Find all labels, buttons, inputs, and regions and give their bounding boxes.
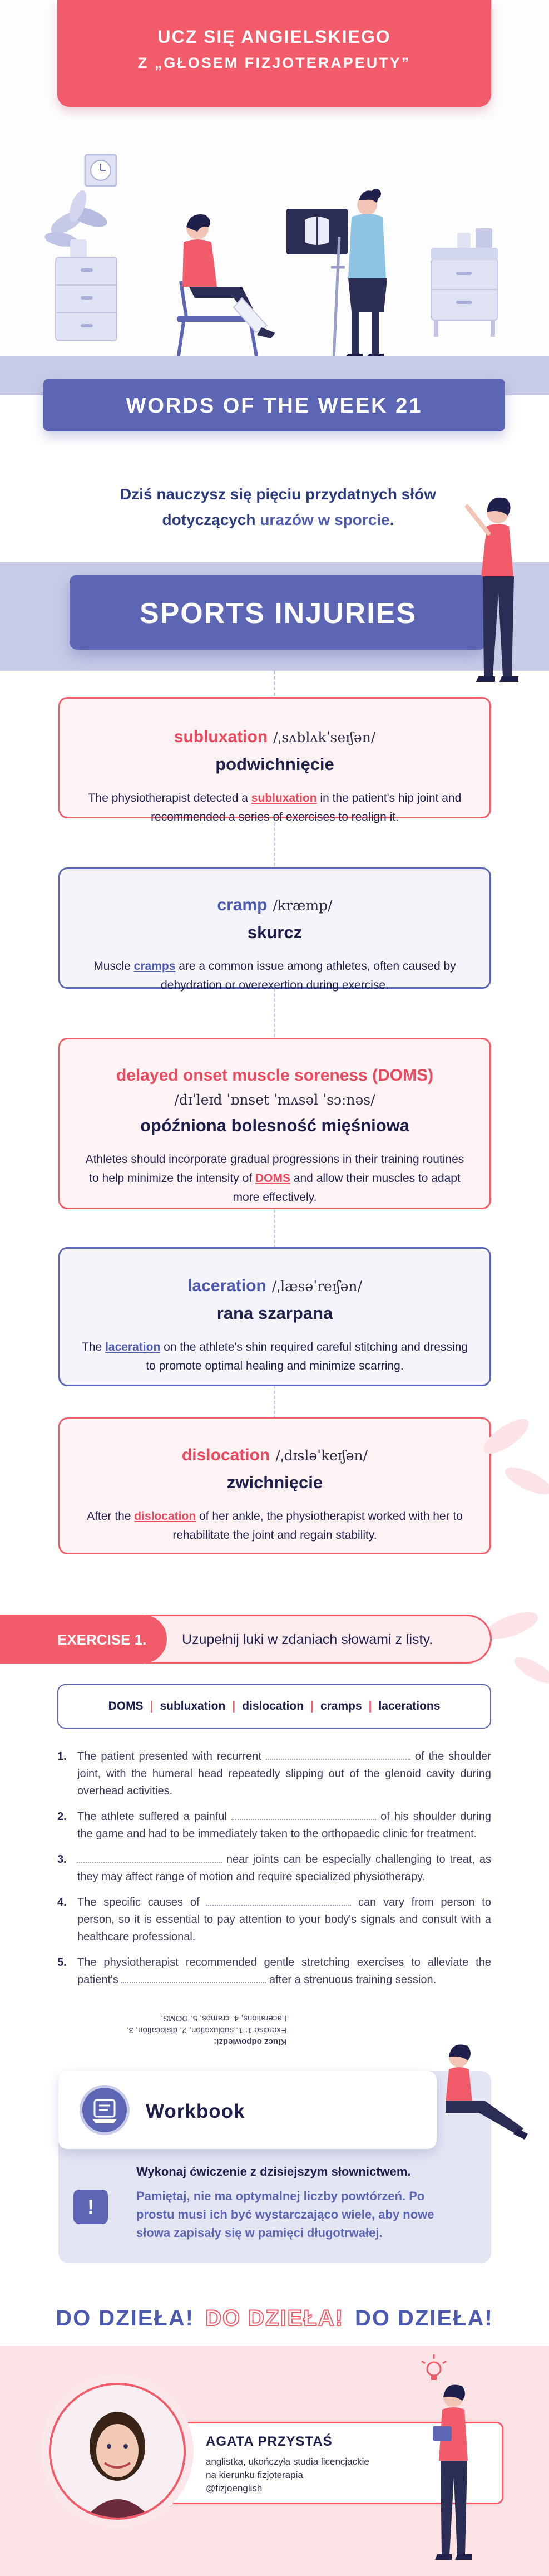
workbook-instruction: Wykonaj ćwiczenie z dzisiejszym słownictwem.: [136, 2165, 411, 2178]
intro-highlight: urazów w sporcie: [260, 511, 390, 528]
plant-icon: [43, 188, 109, 257]
sentence-number: 5.: [57, 1956, 67, 1969]
answer-blank[interactable]: [206, 1896, 351, 1906]
sentence-number: 1.: [57, 1750, 67, 1763]
example-before: The: [82, 1341, 106, 1353]
example-after: of her ankle, the physiotherapist worked with her to rehabilitate the joint and regain stability.: [172, 1510, 463, 1542]
right-cabinet: [431, 228, 498, 337]
author-line-2: na kierunku fizjoterapia: [206, 2470, 303, 2480]
exercise-sentence: [57, 1808, 491, 1843]
answer-blank[interactable]: [77, 1853, 222, 1863]
word-card-subluxation: [58, 697, 491, 823]
sentence-after: can vary from person to person, so it is essential to pay attention to your body's signals and consult with a healthcare professional.: [77, 1896, 491, 1943]
exercise-tag: [0, 1615, 167, 1664]
word-translation: podwichnięcie: [215, 754, 334, 774]
week-banner: [43, 379, 505, 431]
word-translation: skurcz: [247, 923, 303, 942]
word-heading: [60, 728, 489, 747]
sentence-after: near joints can be especially challenging to treat, as they may affect range of motion and require specialized physiotherapy.: [77, 1853, 491, 1883]
workbook-title: Workbook: [146, 2101, 245, 2122]
cta-part-1: DO DZIEŁA!: [56, 2306, 195, 2330]
word-term: subluxation: [174, 728, 268, 746]
week-banner-text: WORDS OF THE WEEK 21: [126, 394, 423, 418]
sentence-before: The patient presented with recurrent: [77, 1750, 266, 1763]
example-after: and allow their muscles to adapt more effectively.: [233, 1172, 461, 1204]
word-heading: [60, 1277, 489, 1296]
sentence-before: The specific causes of: [77, 1896, 207, 1908]
word-translation: zwichnięcie: [226, 1473, 323, 1492]
word-ipa: /ˌdɪsləˈkeɪʃən/: [275, 1448, 368, 1464]
workbook-icon: [80, 2085, 130, 2135]
example-term: subluxation: [251, 792, 317, 804]
title-line-1: UCZ SIĘ ANGIELSKIEGO: [157, 27, 391, 47]
section-title-bar: [70, 575, 487, 650]
exercise-tag-label: EXERCISE 1.: [57, 1631, 147, 1648]
cta-part-2: DO DZIEŁA!: [205, 2306, 344, 2330]
word-card-cramp: [58, 867, 491, 992]
word-bank-separator: |: [368, 1700, 372, 1713]
wall-clock-icon: [85, 155, 116, 186]
answer-blank[interactable]: [121, 1973, 266, 1983]
word-heading: [60, 1446, 489, 1465]
reading-woman-illustration: [423, 2377, 484, 2567]
word-term: delayed onset muscle soreness (DOMS): [116, 1066, 434, 1085]
decorative-leaves: [473, 1392, 549, 1704]
word-bank: [57, 1684, 491, 1729]
sentence-number: 3.: [57, 1853, 67, 1866]
word-example: [80, 1507, 469, 1545]
cta-part-3: DO DZIEŁA!: [354, 2306, 493, 2330]
exercise-sentence: [57, 1894, 491, 1946]
word-translation: opóźniona bolesność mięśniowa: [140, 1116, 409, 1135]
exercise-sentences: [57, 1748, 491, 1997]
example-term: cramps: [133, 960, 176, 973]
example-after: on the athlete's shin required careful stitching and dressing to promote optimal healing and minimize scarring.: [146, 1341, 468, 1372]
word-term: dislocation: [181, 1446, 270, 1464]
left-cabinet: [56, 257, 117, 341]
word-translation: rana szarpana: [216, 1303, 333, 1323]
exercise-sentence: [57, 1954, 491, 1989]
sentence-number: 4.: [57, 1896, 67, 1908]
exercise-sentence: [57, 1748, 491, 1800]
intro-line-2: [83, 507, 473, 533]
answer-blank[interactable]: [231, 1810, 376, 1820]
call-to-action: [0, 2306, 549, 2331]
intro-line-2-suffix: .: [389, 511, 394, 528]
word-example: [80, 957, 469, 995]
exercise-sentence: [57, 1851, 491, 1886]
word-term: laceration: [187, 1277, 266, 1295]
author-line-1: anglistka, ukończyła studia licencjackie: [206, 2456, 369, 2467]
author-name: AGATA PRZYSTAŚ: [206, 2434, 333, 2449]
answer-key-title: Klucz odpowiedzi:: [214, 2037, 286, 2047]
patient-figure: [177, 214, 275, 359]
title-card: [57, 0, 491, 107]
intro-text: [83, 482, 473, 533]
title-line-2: Z „GŁOSEM FIZJOTERAPEUTY”: [137, 55, 411, 71]
word-bank-separator: |: [150, 1700, 154, 1713]
intro-line-1: Dziś nauczysz się pięciu przydatnych słów: [120, 485, 436, 503]
teacher-figure-illustration: [456, 490, 540, 690]
word-ipa: /ˌsʌblʌkˈseɪʃən/: [273, 729, 376, 745]
connector-dash: [274, 671, 275, 696]
section-title: SPORTS INJURIES: [139, 597, 417, 630]
answer-blank[interactable]: [266, 1750, 410, 1760]
example-after: in the patient's hip joint and recommended a series of exercises to realign it.: [151, 792, 462, 823]
word-card-doms: [58, 1038, 491, 1209]
sentence-before: The physiotherapist recommended gentle stretching exercises to alleviate the patient's: [77, 1956, 491, 1986]
word-ipa: /kræmp/: [273, 897, 333, 914]
word-term: cramp: [217, 896, 268, 914]
example-term: dislocation: [134, 1510, 196, 1523]
word-bank-separator: |: [232, 1700, 236, 1713]
author-handle[interactable]: @fizjoenglish: [206, 2483, 263, 2494]
word-ipa: /dɪˈleɪd ˈɒnset ˈmʌsəl ˈsɔːnəs/: [174, 1092, 375, 1108]
sentence-number: 2.: [57, 1810, 67, 1823]
sentence-after: after a strenuous training session.: [266, 1974, 437, 1986]
word-bank-item: dislocation: [242, 1700, 304, 1713]
example-before: The physiotherapist detected a: [88, 792, 251, 804]
word-bank-item: cramps: [320, 1700, 362, 1713]
word-bank-item: DOMS: [108, 1700, 144, 1713]
sentence-after: of his shoulder during the game and had to be immediately taken to the orthopaedic clinic for treatment.: [77, 1810, 491, 1840]
word-bank-item: lacerations: [378, 1700, 441, 1713]
answer-key-text: Exercise 1: 1. subluxation, 2. dislocation, 3. Lacerations, 4. cramps, 5. DOMS.: [126, 2014, 286, 2035]
sentence-text: [77, 1954, 491, 1989]
word-bank-separator: |: [310, 1700, 314, 1713]
example-after: are a common issue among athletes, often caused by dehydration or overexertion during exercise.: [161, 960, 456, 992]
physio-room-illustration: [0, 139, 549, 373]
exclamation-icon: !: [73, 2190, 108, 2224]
example-before: Muscle: [93, 960, 134, 973]
example-before: Athletes should incorporate gradual progressions in their training routines to help minimize the intensity of: [85, 1153, 464, 1185]
word-example: [80, 1150, 469, 1207]
word-bank-item: subluxation: [160, 1700, 226, 1713]
sentence-before: The athlete suffered a painful: [77, 1810, 232, 1823]
sentence-text: [77, 1808, 491, 1843]
author-description: [206, 2455, 417, 2495]
workbook-note: Pamiętaj, nie ma optymalnej liczby powtórzeń. Po prostu musi ich być wystarczająco wiele, aby nowe słowa zapisały się w pamięci długotrwałej.: [136, 2189, 434, 2240]
example-term: DOMS: [255, 1172, 290, 1185]
word-card-dislocation: [58, 1417, 491, 1554]
sentence-after: of the shoulder joint, with the humeral head repeatedly slipping out of the glenoid cavity during overhead activities.: [77, 1750, 491, 1797]
word-ipa: /ˌlæsəˈreɪʃən/: [271, 1278, 362, 1294]
sentence-text: [77, 1894, 491, 1946]
exercise-instruction-box: [146, 1615, 492, 1664]
author-avatar: [49, 2383, 186, 2520]
word-card-laceration: [58, 1247, 491, 1386]
word-ipa-row: [60, 1092, 489, 1108]
sitting-woman-illustration: [420, 2035, 531, 2168]
word-heading: [60, 896, 489, 915]
example-before: After the: [87, 1510, 135, 1523]
exercise-instruction: Uzupełnij luki w zdaniach słowami z listy.: [182, 1632, 433, 1647]
sentence-text: [77, 1748, 491, 1800]
sentence-text: [77, 1851, 491, 1886]
word-example: [80, 1338, 469, 1376]
intro-line-2-prefix: dotyczących: [162, 511, 260, 528]
word-example: [80, 789, 469, 827]
answer-key: [97, 2013, 286, 2048]
example-term: laceration: [105, 1341, 161, 1353]
